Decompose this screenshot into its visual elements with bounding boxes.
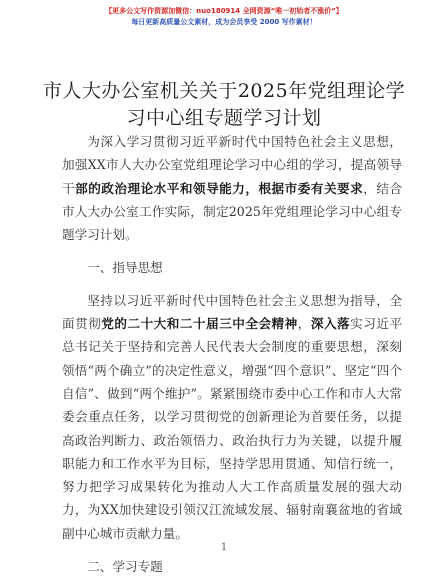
guiding-thought-paragraph [62,289,402,545]
intro-paragraph [62,130,402,246]
guiding-text-a: 坚持以习近平新时代中国特色社会主义思想为指导，全面贯彻 [62,292,402,332]
guiding-text-d: 深入落 [310,316,351,332]
section-heading-guiding-thought: 一、指导思想 [87,260,163,276]
section-heading-study-topics: 二、学习专题 [87,559,163,575]
page-number: 1 [220,542,228,553]
document-body [62,130,402,587]
guiding-text-b: 党的二十大和二十届三中全会精神 [101,316,298,332]
promo-banner [0,6,448,28]
intro-text-c: ，结合市人大办公室工作实际，制定2025年党组理论学习中心组专题学习计划。 [62,180,403,243]
guiding-text-e: 实习近平总书记关于坚持和完善人民代表大会制度的重要思想，深刻领悟“两个确立”的决定性意义，增强“四个意识”、坚定“四个自信”、做到“两个维护”。紧紧围绕市委中心工作和市人大常委会重点任务，以学习贯彻党的创新理论为首要任务，以提高政治判断力、政治领悟力、政治执行力为关键，以提升履职能力和工作水平为目标，坚持学思用贯通、知信行统一，努力把学习成果转化为推动人大工作高质量发展的强大动力，为XX加快建设引领汉江流域发展、辐射南襄盆地的省域副中心城市贡献力量。 [62,316,403,541]
promo-line-1: 【更多公文写作资源加微信：nuo180914 全网资源“唯一初始者不涨价”】 [105,7,343,15]
intro-text-b: 部的政治理论水平和领导能力，根据市委有关要求 [75,180,364,196]
promo-line-2: 每日更新高质量公文素材，成为会员享受 2000 写作素材！ [131,18,317,26]
document-title: 市人大办公室机关关于2025年党组理论学习中心组专题学习计划 [42,80,406,129]
intro-text-a: 为深入学习贯彻习近平新时代中国特色社会主义思想，加强XX市人大办公室党组理论学习中心组的学习，提高领导干 [62,134,402,196]
guiding-text-c: ， [297,316,311,332]
